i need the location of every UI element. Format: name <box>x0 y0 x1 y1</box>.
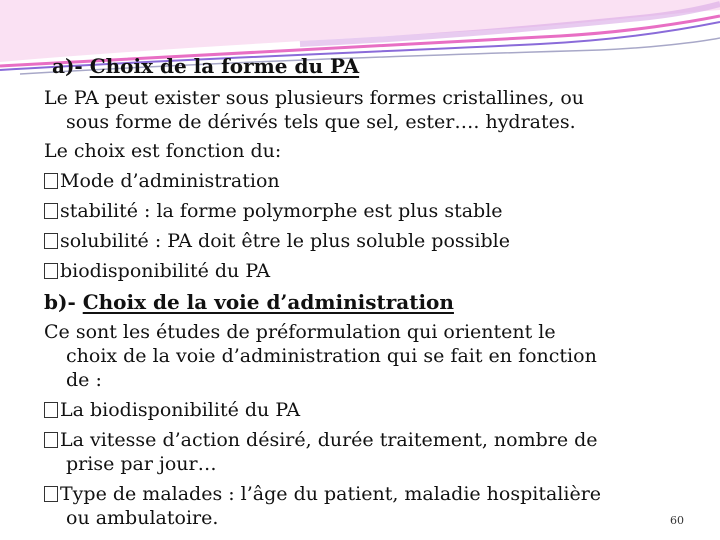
bullet-icon <box>44 486 58 502</box>
section-a-criteria-intro: Le choix est fonction du: <box>44 140 282 162</box>
section-b-heading <box>44 290 454 314</box>
bullet-icon <box>44 173 58 189</box>
section-b-bullet-text: La biodisponibilité du PA <box>60 399 301 421</box>
section-a-bullet-text: stabilité : la forme polymorphe est plus stable <box>60 200 503 222</box>
section-b-bullet-text: La vitesse d’action désiré, durée traitement, nombre de <box>60 429 598 451</box>
section-a-bullet-item <box>44 229 510 253</box>
section-b-title: Choix de la voie d’administration <box>82 290 454 314</box>
section-a-heading <box>52 54 359 78</box>
bullet-icon <box>44 203 58 219</box>
section-b-bullet-item <box>44 398 300 422</box>
section-a-bullet-text: biodisponibilité du PA <box>60 260 271 282</box>
section-a-title: Choix de la forme du PA <box>89 54 360 78</box>
section-b-intro-line3: de : <box>66 369 102 391</box>
section-b-bullet-continuation: ou ambulatoire. <box>66 507 219 529</box>
section-b-bullet-continuation: prise par jour… <box>66 453 217 475</box>
section-b-bullet-item <box>44 428 598 452</box>
section-b-intro-line1: Ce sont les études de préformulation qui orientent le <box>44 321 556 343</box>
section-a-bullet-text: solubilité : PA doit être le plus soluble possible <box>60 230 510 252</box>
section-a-bullet-item <box>44 199 503 223</box>
bullet-icon <box>44 233 58 249</box>
section-b-intro-line2: choix de la voie d’administration qui se fait en fonction <box>66 345 597 367</box>
section-a-bullet-text: Mode d’administration <box>60 170 280 192</box>
section-b-prefix: b)- <box>44 290 83 314</box>
bullet-icon <box>44 263 58 279</box>
section-a-intro-line2: sous forme de dérivés tels que sel, ester…. hydrates. <box>66 111 576 133</box>
bullet-icon <box>44 432 58 448</box>
section-b-bullet-text: Type de malades : l’âge du patient, maladie hospitalière <box>60 483 602 505</box>
section-a-prefix: a)- <box>52 54 90 78</box>
section-a-bullet-item <box>44 259 270 283</box>
section-a-bullet-item <box>44 169 280 193</box>
section-b-bullet-item <box>44 482 601 506</box>
page-number: 60 <box>670 514 684 527</box>
bullet-icon <box>44 402 58 418</box>
section-a-intro-line1: Le PA peut exister sous plusieurs formes cristallines, ou <box>44 87 585 109</box>
